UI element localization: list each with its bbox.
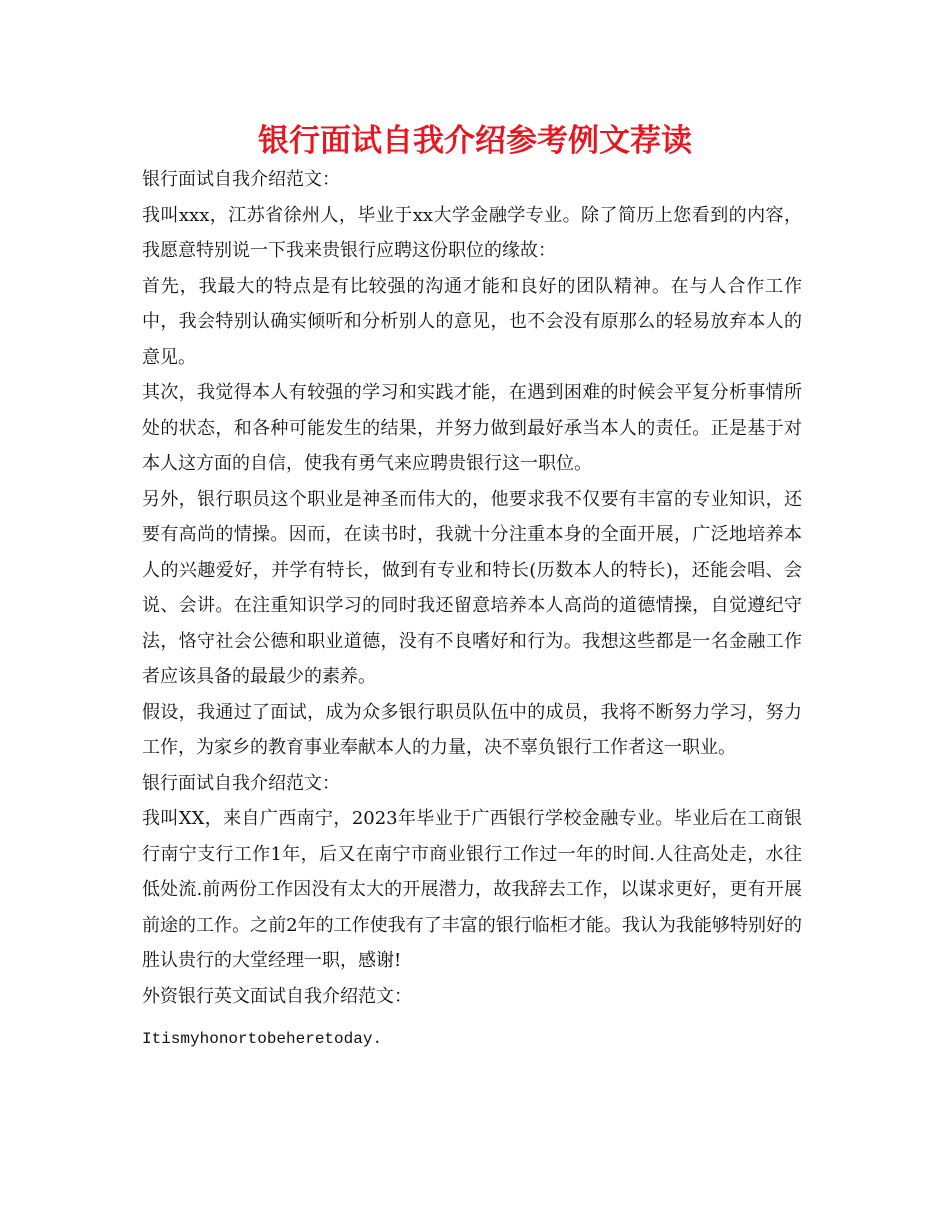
section-heading-1: 银行面试自我介绍范文： (142, 169, 340, 190)
section-heading-3: 外资银行英文面试自我介绍范文： (142, 985, 412, 1007)
paragraph-also: 另外，银行职员这个职业是神圣而伟大的，他要求我不仅要有丰富的专业知识，还要有高尚的情操。因而，在读书时，我就十分注重本身的全面开展，广泛地培养本人的兴趣爱好，并学有特长，做到有专业和特长(历数本人的特长)，还能会唱、会说、会讲。在注重知识学习的同时我还留意培养本人高尚的道德情操，自觉遵纪守法，恪守社会公德和职业道德，没有不良嗜好和行为。我想这些都是一名金融工作者应该具备的最最少的素养。 (142, 488, 802, 687)
paragraph-english: Itismyhonortobeheretoday. (142, 1030, 383, 1048)
paragraph-xx: 我叫XX，来自广西南宁，2023年毕业于广西银行学校金融专业。毕业后在工商银行南宁支行工作1年，后又在南宁市商业银行工作过一年的时间.人往高处走，水往低处流.前两份工作因没有太大的开展潜力，故我辞去工作，以谋求更好，更有开展前途的工作。之前2年的工作使我有了丰富的银行临柜才能。我认为我能够特别好的胜认贵行的大堂经理一职，感谢! (142, 808, 802, 971)
section-heading-2: 银行面试自我介绍范文： (142, 772, 340, 794)
paragraph-second: 其次，我觉得本人有较强的学习和实践才能，在遇到困难的时候会平复分析事情所处的状态，和各种可能发生的结果，并努力做到最好承当本人的责任。正是基于对本人这方面的自信，使我有勇气来应聘贵银行这一职位。 (142, 382, 802, 474)
document-title: 银行面试自我介绍参考例文荐读 (258, 123, 692, 159)
paragraph-intro: 我叫xxx，江苏省徐州人，毕业于xx大学金融学专业。除了简历上您看到的内容，我愿意特别说一下我来贵银行应聘这份职位的缘故： (142, 204, 802, 261)
paragraph-first: 首先，我最大的特点是有比较强的沟通才能和良好的团队精神。在与人合作工作中，我会特别认确实倾听和分析别人的意见，也不会没有原那么的轻易放弃本人的意见。 (142, 275, 802, 368)
document-body (142, 162, 802, 1058)
paragraph-if: 假设，我通过了面试，成为众多银行职员队伍中的成员，我将不断努力学习，努力工作，为家乡的教育事业奉献本人的力量，决不辜负银行工作者这一职业。 (142, 701, 802, 758)
